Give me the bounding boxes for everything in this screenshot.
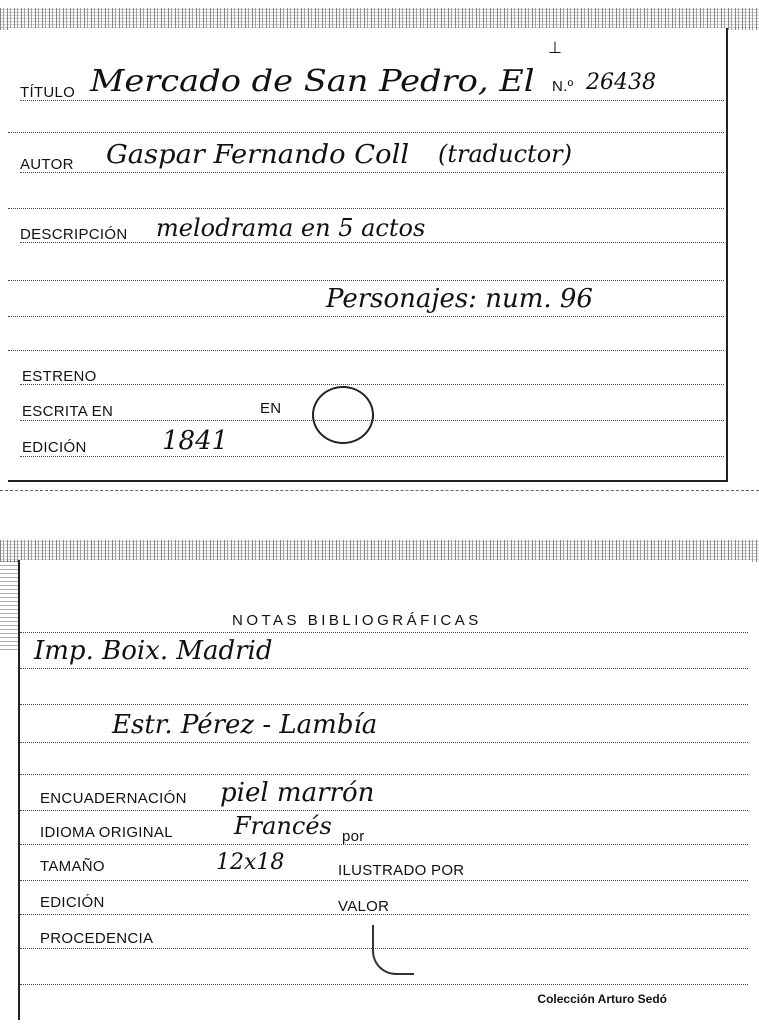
nota-line-1: Imp. Boix. Madrid [34, 636, 273, 666]
rule [20, 456, 724, 457]
descripcion-label: DESCRIPCIÓN [20, 226, 128, 243]
titulo-label: TÍTULO [20, 84, 76, 101]
pencil-mark [372, 925, 414, 975]
rule [20, 844, 748, 845]
rule [20, 100, 724, 101]
rule [20, 880, 748, 881]
procedencia-label: PROCEDENCIA [40, 930, 154, 947]
tamano-value: 12x18 [216, 850, 285, 875]
encuadernacion-value: piel marrón [220, 778, 375, 808]
autor-label: AUTOR [20, 156, 74, 173]
notas-title: NOTAS BIBLIOGRÁFICAS [232, 612, 482, 629]
en-label: EN [260, 400, 282, 417]
rule [20, 984, 748, 985]
card-separator [0, 490, 759, 491]
rule [20, 774, 748, 775]
card-top-edge-texture [0, 8, 759, 30]
rule [20, 742, 748, 743]
descripcion-value: melodrama en 5 actos [156, 214, 426, 242]
numero-marker: ⊥ [548, 40, 562, 57]
nota-line-2: Estr. Pérez - Lambía [112, 710, 378, 740]
escrita-en-label: ESCRITA EN [22, 403, 114, 420]
collection-credit: Colección Arturo Sedó [537, 992, 667, 1006]
autor-note: (traductor) [438, 140, 572, 168]
card-bottom-edge-texture [0, 540, 759, 562]
numero-label: N.º [552, 78, 574, 95]
rule [8, 280, 724, 281]
numero-value: 26438 [586, 70, 656, 95]
encuadernacion-label: ENCUADERNACIÓN [40, 790, 187, 807]
edicion-label: EDICIÓN [22, 439, 87, 456]
rule [20, 668, 748, 669]
idioma-original-value: Francés [234, 812, 332, 840]
valor-label: VALOR [338, 898, 390, 915]
rule [8, 132, 724, 133]
rule [20, 810, 748, 811]
rule [20, 172, 724, 173]
personajes-value: Personajes: num. 96 [326, 284, 593, 314]
card-bottom-side-texture [0, 560, 18, 650]
rule [20, 632, 748, 633]
edicion-label: EDICIÓN [40, 894, 105, 911]
ilustrado-por-label: ILUSTRADO POR [338, 862, 465, 879]
edicion-value: 1841 [162, 426, 229, 456]
autor-value: Gaspar Fernando Coll [106, 140, 410, 170]
estreno-label: ESTRENO [22, 368, 97, 385]
titulo-value: Mercado de San Pedro, El [90, 64, 535, 99]
por-label: por [342, 828, 365, 845]
library-stamp [312, 386, 374, 444]
rule [8, 350, 724, 351]
rule [20, 704, 748, 705]
idioma-original-label: IDIOMA ORIGINAL [40, 824, 173, 841]
rule [8, 208, 724, 209]
rule [8, 316, 724, 317]
tamano-label: TAMAÑO [40, 858, 105, 875]
rule [20, 384, 724, 385]
